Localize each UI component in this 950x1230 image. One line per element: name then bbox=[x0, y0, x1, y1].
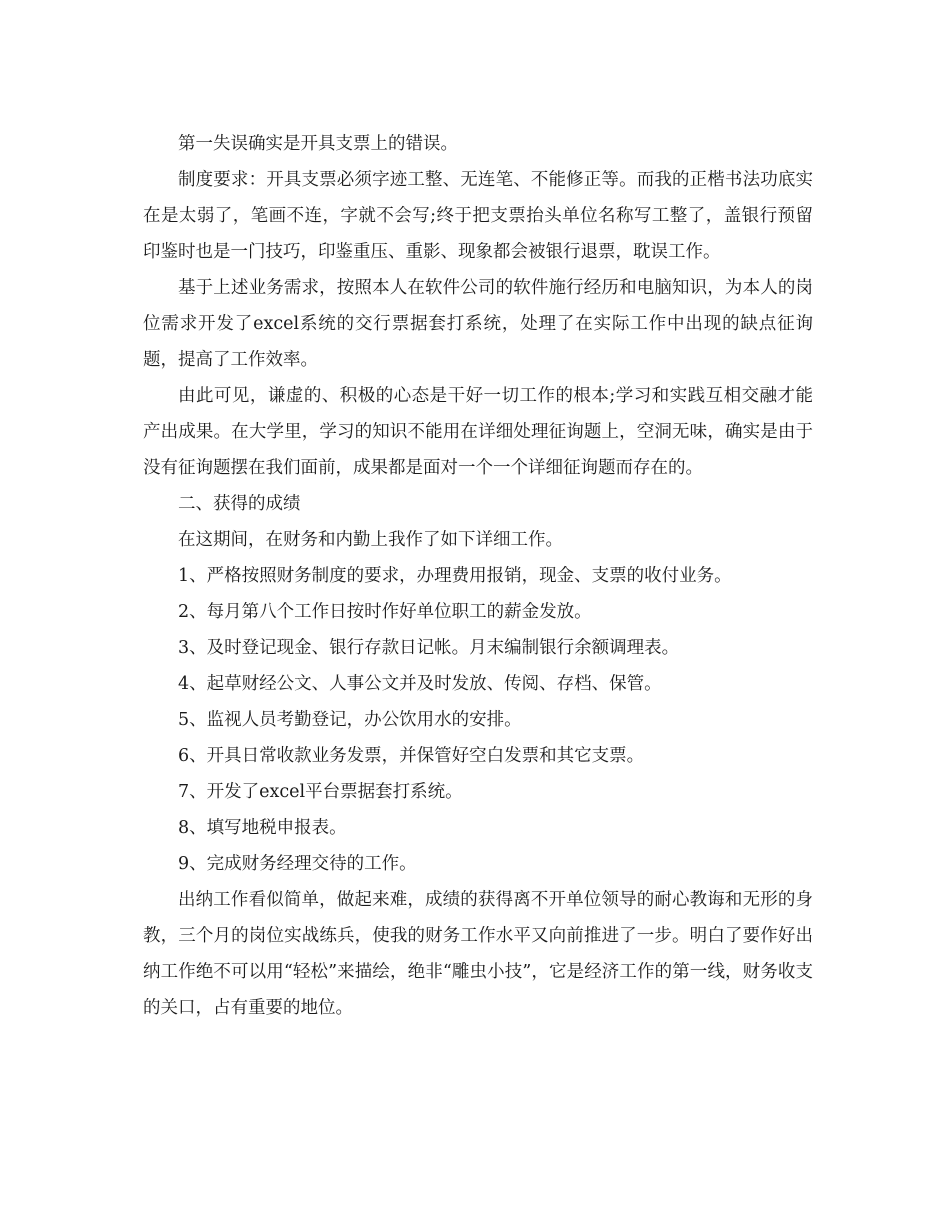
paragraph-conclusion: 出纳工作看似简单，做起来难，成绩的获得离不开单位领导的耐心教诲和无形的身教，三个月的岗位实战练兵，使我的财务工作水平又向前推进了一步。明白了要作好出纳工作绝不可以用“轻松”来描绘，绝非“雕虫小技”，它是经济工作的第一线，财务收支的关口，占有重要的地位。 bbox=[143, 890, 813, 1018]
list-item: 5、监视人员考勤登记，办公饮用水的安排。 bbox=[178, 710, 522, 730]
list-item: 3、及时登记现金、银行存款日记帐。月末编制银行余额调理表。 bbox=[178, 638, 680, 658]
list-item: 8、填写地税申报表。 bbox=[178, 818, 347, 838]
document-body bbox=[143, 126, 813, 1026]
paragraph-first-mistake: 第一失误确实是开具支票上的错误。 bbox=[178, 134, 458, 154]
list-item: 2、每月第八个工作日按时作好单位职工的薪金发放。 bbox=[178, 602, 592, 622]
list-item: 4、起草财经公文、人事公文并及时发放、传阅、存档、保管。 bbox=[178, 674, 662, 694]
list-item: 1、严格按照财务制度的要求，办理费用报销，现金、支票的收付业务。 bbox=[178, 566, 732, 586]
paragraph-work-intro: 在这期间，在财务和内勤上我作了如下详细工作。 bbox=[178, 530, 563, 550]
paragraph-system-requirements: 制度要求：开具支票必须字迹工整、无连笔、不能修正等。而我的正楷书法功底实在是太弱了，笔画不连，字就不会写;终于把支票抬头单位名称写工整了，盖银行预留印鉴时也是一门技巧，印鉴重压、重影、现象都会被银行退票，耽误工作。 bbox=[143, 170, 813, 262]
list-item: 7、开发了excel平台票据套打系统。 bbox=[178, 782, 463, 802]
list-item: 6、开具日常收款业务发票，并保管好空白发票和其它支票。 bbox=[178, 746, 645, 766]
list-item: 9、完成财务经理交待的工作。 bbox=[178, 854, 417, 874]
paragraph-attitude: 由此可见，谦虚的、积极的心态是干好一切工作的根本;学习和实践互相交融才能产出成果。在大学里，学习的知识不能用在详细处理征询题上，空洞无味，确实是由于没有征询题摆在我们面前，成果都是面对一个一个详细征询题而存在的。 bbox=[143, 386, 813, 478]
paragraph-excel-system: 基于上述业务需求，按照本人在软件公司的软件施行经历和电脑知识，为本人的岗位需求开发了excel系统的交行票据套打系统，处理了在实际工作中出现的缺点征询题，提高了工作效率。 bbox=[143, 278, 813, 370]
section-heading-achievements: 二、获得的成绩 bbox=[178, 494, 301, 514]
